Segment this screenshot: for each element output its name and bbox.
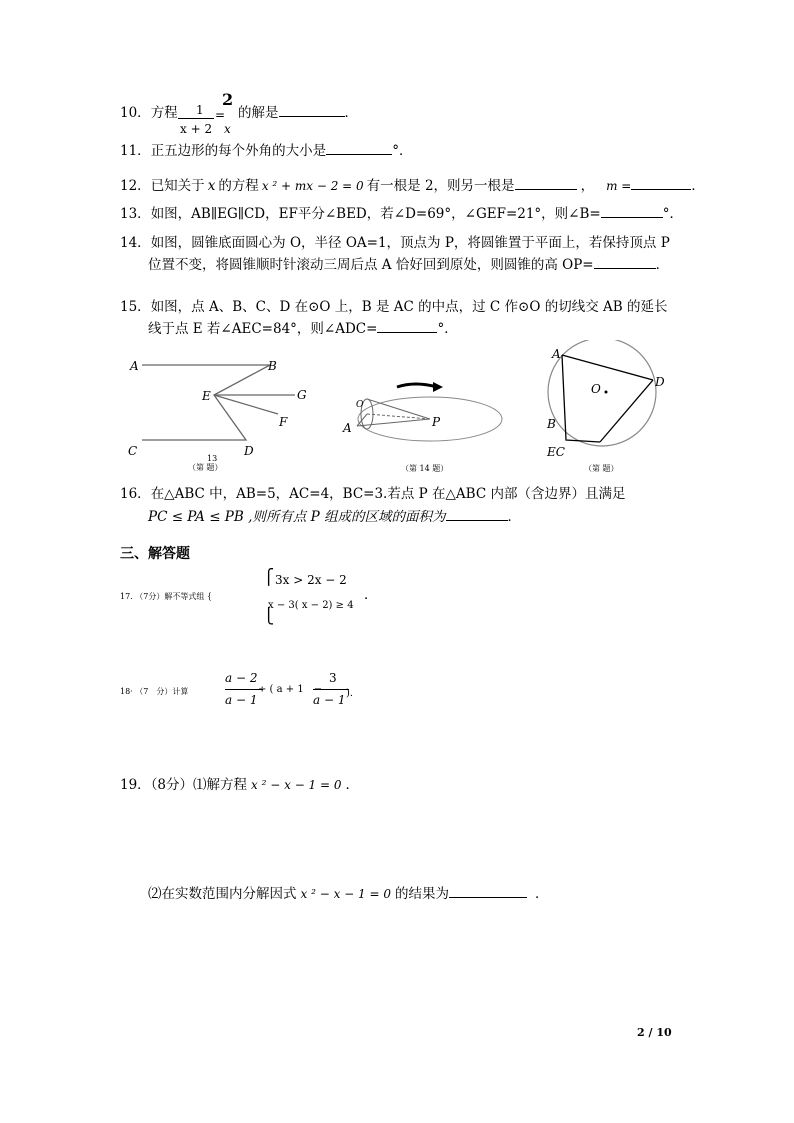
q19-blank[interactable] bbox=[449, 883, 527, 898]
q10-f1-denominator: x + 2 bbox=[180, 122, 213, 136]
q10-f2-denominator: x bbox=[224, 122, 231, 136]
q18-f1-denominator: a − 1 bbox=[225, 693, 258, 707]
q19-part2-end: ． bbox=[534, 886, 549, 902]
q14-line2: 位置不变，将圆锥顺时针滚动三周后点 A 恰好回到原处，则圆锥的高 OP= bbox=[148, 257, 594, 273]
q18-f2-bar bbox=[313, 689, 349, 690]
q17-inequality-2: x − 3( x − 2) ≥ 4 bbox=[268, 600, 354, 611]
q14-line1: 如图，圆锥底面圆心为 O，半径 OA=1，顶点为 P，将圆锥置于平面上，若保持顶点 P bbox=[150, 235, 670, 251]
figure-14 bbox=[335, 375, 515, 475]
fig13-label-f: F bbox=[279, 415, 288, 429]
q13-number: 13． bbox=[120, 206, 151, 222]
q19-part2-text: ⑵在实数范围内分解因式 bbox=[148, 886, 297, 902]
q12-prefix: 已知关于 bbox=[150, 178, 205, 194]
q16-line1: 在△ABC 中，AB=5，AC=4，BC=3.若点 P 在△ABC 内部（含边界）且满足 bbox=[150, 486, 626, 502]
q10-equals: = bbox=[215, 108, 226, 122]
q19 bbox=[120, 776, 359, 794]
q10-end: ． bbox=[344, 105, 358, 121]
q12-end: ． bbox=[691, 178, 705, 194]
fig15-label-ec: EC bbox=[547, 445, 565, 459]
q18-middle: ÷ ( a + 1 − bbox=[258, 684, 323, 695]
fig15-chord-ad bbox=[562, 355, 653, 380]
fig15-label-d: D bbox=[655, 375, 665, 389]
q16-blank[interactable] bbox=[446, 506, 508, 521]
fig14-caption: （第 14 题） bbox=[401, 464, 449, 473]
q12: 12．已知关于 x 的方程 x ² + mx − 2 = 0 有一根是 2，则另一根是 ， m = ． bbox=[120, 175, 705, 195]
q19-end: ． bbox=[345, 777, 360, 793]
fig15-chord-dc bbox=[600, 380, 653, 442]
q17-inequality-1: 3x > 2x − 2 bbox=[275, 573, 347, 587]
fig14-arrow-arc bbox=[397, 384, 437, 387]
q12-number: 12． bbox=[120, 178, 151, 194]
q18-f2-denominator: a − 1 bbox=[313, 693, 346, 707]
fig15-center-dot bbox=[605, 391, 608, 394]
q15-number: 15． bbox=[120, 299, 151, 315]
q16-number: 16． bbox=[120, 486, 151, 502]
fig13-number: 13 bbox=[207, 454, 218, 463]
fig15-label-o: O bbox=[591, 382, 601, 396]
q10-blank[interactable] bbox=[279, 102, 345, 117]
q12-variable: x bbox=[207, 178, 216, 194]
q13-end: °． bbox=[662, 206, 683, 222]
q14-number: 14． bbox=[120, 235, 151, 251]
q10-prefix: 方程 bbox=[150, 105, 178, 121]
q11-number: 11． bbox=[120, 143, 151, 159]
q12-m-label: m = bbox=[606, 179, 632, 193]
fig13-label-a: A bbox=[130, 359, 139, 373]
q16 bbox=[120, 485, 625, 503]
q15-line2-wrap bbox=[148, 318, 458, 338]
section-heading-answers: 三、解答题 bbox=[120, 546, 190, 562]
q19-equation: x ² − x − 1 = 0 bbox=[251, 778, 342, 792]
q18-label: 18· （7 分）计算 bbox=[120, 687, 189, 696]
q14-end: ． bbox=[655, 257, 670, 273]
q19-part2-expression: x ² − x − 1 = 0 bbox=[300, 887, 391, 901]
q17-label: 17. （7分）解不等式组 { bbox=[120, 592, 212, 601]
figure-13 bbox=[120, 350, 320, 475]
q12-suffix: 有一根是 2，则另一根是 bbox=[366, 178, 515, 194]
q15-blank[interactable] bbox=[377, 318, 437, 333]
q13 bbox=[120, 203, 683, 223]
q10-f2-numerator: 2 bbox=[222, 90, 234, 109]
q15-line1: 如图，点 A、B、C、D 在⊙O 上，B 是 AC 的中点，过 C 作⊙O 的切线交 AB 的延长 bbox=[150, 299, 668, 315]
q19-number: 19． bbox=[120, 777, 151, 793]
q18-tail: )． bbox=[346, 688, 360, 699]
q14-line2-wrap bbox=[148, 254, 669, 274]
q19-part2-suffix: 的结果为 bbox=[394, 886, 449, 902]
q11-text: 正五边形的每个外角的大小是 bbox=[150, 143, 327, 159]
q10-suffix: 的解是 bbox=[238, 105, 279, 121]
fig15-label-b: B bbox=[547, 417, 556, 431]
q17-brace-bottom: ⎩ bbox=[263, 607, 275, 625]
fig13-label-d: D bbox=[244, 444, 254, 458]
figure-15 bbox=[540, 340, 680, 475]
fig14-label-p: P bbox=[432, 415, 441, 429]
q14-blank[interactable] bbox=[594, 254, 656, 269]
q16-end: ． bbox=[507, 509, 522, 525]
q18-f1-numerator: a − 2 bbox=[225, 671, 258, 685]
q12-blank-root[interactable] bbox=[515, 175, 577, 190]
q12-equation: x ² + mx − 2 = 0 bbox=[261, 179, 364, 193]
q16-line2-wrap bbox=[148, 506, 521, 526]
q10-f1-numerator: 1 bbox=[196, 103, 204, 117]
fig14-arrowhead bbox=[433, 382, 443, 392]
q19-text: （8分）⑴解方程 bbox=[150, 777, 248, 793]
q11 bbox=[120, 140, 412, 160]
fig13-caption: （第 题） bbox=[188, 463, 223, 472]
fig15-caption: （第 题） bbox=[584, 464, 619, 473]
q10-f1-bar bbox=[178, 118, 214, 119]
q16-line2: PC ≤ PA ≤ PB ,则所有点 P 组成的区域的面积为 bbox=[148, 509, 446, 525]
fig13-line-ef bbox=[214, 395, 278, 414]
q11-blank[interactable] bbox=[326, 140, 392, 155]
q13-text: 如图，AB∥EG∥CD，EF平分∠BED，若∠D=69°，∠GEF=21°，则∠B= bbox=[150, 206, 601, 222]
fig13-label-c: C bbox=[128, 444, 138, 458]
page-number: 2 / 10 bbox=[637, 1026, 672, 1039]
q10-answer bbox=[238, 102, 358, 122]
fig15-line-ae bbox=[562, 355, 600, 442]
q15-line2: 线于点 E 若∠AEC=84°，则∠ADC= bbox=[148, 321, 378, 337]
fig14-label-a: A bbox=[343, 421, 352, 435]
q12-blank-m[interactable] bbox=[631, 175, 691, 190]
fig13-label-e: E bbox=[202, 389, 211, 403]
q14 bbox=[120, 234, 670, 252]
fig14-cone-edge-a bbox=[357, 419, 430, 426]
fig13-label-g: G bbox=[297, 388, 307, 402]
fig13-label-b: B bbox=[268, 359, 277, 373]
q11-end: °． bbox=[392, 143, 413, 159]
q17-end: ． bbox=[364, 587, 378, 603]
q19-part2 bbox=[148, 883, 548, 903]
q15-end: °． bbox=[437, 321, 458, 337]
q12-mid: 的方程 bbox=[218, 178, 259, 194]
fig15-label-a: A bbox=[552, 347, 561, 361]
q18-f2-numerator: 3 bbox=[329, 671, 337, 685]
q17-brace-top: ⎧ bbox=[263, 568, 275, 586]
q10 bbox=[120, 104, 178, 122]
q13-blank[interactable] bbox=[601, 203, 663, 218]
q15 bbox=[120, 298, 667, 316]
fig14-label-o: O bbox=[356, 400, 364, 410]
q10-number: 10． bbox=[120, 105, 151, 121]
